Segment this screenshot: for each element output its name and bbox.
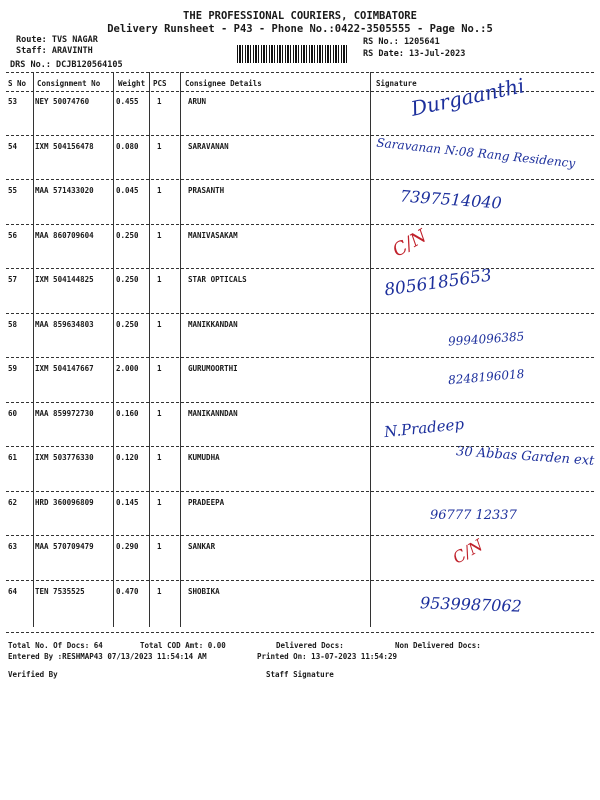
non-delivered-docs: Non Delivered Docs: (395, 641, 481, 650)
row-separator (6, 179, 594, 180)
total-docs: Total No. Of Docs: 64 (8, 641, 103, 650)
row-separator (6, 535, 594, 536)
handwritten-signature: 9539987062 (419, 592, 523, 616)
row-consignment: MAA 859634803 (35, 319, 94, 329)
row-sno: 64 (8, 586, 18, 596)
row-consignee: MANIKKANDAN (188, 319, 238, 329)
total-cod: Total COD Amt: 0.00 (140, 641, 226, 650)
row-separator (6, 268, 594, 269)
col-weight: Weight (118, 79, 146, 88)
row-consignee: STAR OPTICALS (188, 275, 247, 284)
row-consignment: IXM 504156478 (35, 141, 94, 151)
row-sno: 56 (8, 230, 18, 240)
row-consignee: MANIKANNDAN (188, 408, 238, 418)
row-consignee: ARUN (188, 97, 207, 106)
row-consignment: MAA 570709479 (35, 542, 94, 551)
row-weight: 0.470 (116, 586, 139, 596)
col-divider (180, 72, 181, 627)
staff-label: Staff: ARAVINTH (16, 46, 93, 56)
row-consignee: MANIVASAKAM (188, 230, 238, 240)
row-separator (6, 446, 594, 447)
handwritten-signature: 30 Abbas Garden ext (455, 444, 595, 469)
row-consignment: IXM 504147667 (35, 364, 94, 373)
row-weight: 0.250 (116, 319, 139, 329)
row-sno: 62 (8, 497, 18, 507)
row-sno: 59 (8, 364, 18, 373)
row-sno: 53 (8, 97, 18, 106)
row-weight: 0.045 (116, 186, 139, 195)
row-consignment: MAA 860709604 (35, 230, 94, 240)
verified-by: Verified By (8, 670, 58, 679)
row-weight: 0.160 (116, 408, 139, 418)
handwritten-signature: N.Pradeep (383, 414, 465, 441)
row-consignee: KUMUDHA (188, 453, 220, 462)
row-pcs: 1 (157, 364, 162, 373)
row-separator (6, 580, 594, 581)
rs-date: RS Date: 13-Jul-2023 (363, 49, 466, 59)
col-signature: Signature (376, 79, 417, 88)
row-sno: 58 (8, 319, 18, 329)
row-weight: 0.290 (116, 542, 139, 551)
row-consignment: MAA 571433020 (35, 186, 94, 195)
row-consignee: PRASANTH (188, 186, 225, 195)
drs-number: DRS No.: DCJB120564105 (10, 60, 123, 70)
col-divider (113, 72, 114, 627)
row-pcs: 1 (157, 186, 162, 195)
row-consignment: IXM 504144825 (35, 275, 94, 284)
handwritten-signature: 8056185653 (383, 265, 494, 301)
handwritten-signature: 9994096385 (447, 328, 525, 349)
row-separator (6, 313, 594, 314)
handwritten-signature: C/N (389, 225, 431, 261)
row-consignment: IXM 503776330 (35, 453, 94, 462)
col-sno: S No (8, 79, 27, 88)
row-pcs: 1 (157, 275, 162, 284)
row-pcs: 1 (157, 319, 162, 329)
row-consignee: SANKAR (188, 542, 216, 551)
barcode (237, 45, 349, 63)
company-title: THE PROFESSIONAL COURIERS, COIMBATORE (183, 10, 417, 22)
row-pcs: 1 (157, 97, 162, 106)
row-weight: 0.145 (116, 497, 139, 507)
rs-number: RS No.: 1205641 (363, 37, 440, 47)
row-pcs: 1 (157, 497, 162, 507)
row-consignee: SHOBIKA (188, 586, 220, 596)
row-pcs: 1 (157, 586, 162, 596)
row-pcs: 1 (157, 542, 162, 551)
row-weight: 0.080 (116, 141, 139, 151)
handwritten-signature: Saravanan N:08 Rang Residency (375, 135, 576, 170)
table-top-border (6, 72, 594, 73)
col-pcs: PCS (153, 79, 167, 88)
delivered-docs: Delivered Docs: (276, 641, 344, 650)
row-sno: 54 (8, 141, 18, 151)
row-consignment: MAA 859972730 (35, 408, 94, 418)
row-pcs: 1 (157, 141, 162, 151)
handwritten-signature: 8248196018 (447, 366, 525, 388)
row-sno: 55 (8, 186, 18, 195)
col-divider (149, 72, 150, 627)
row-sno: 57 (8, 275, 18, 284)
row-weight: 0.120 (116, 453, 139, 462)
row-consignee: PRADEEPA (188, 497, 225, 507)
row-sno: 61 (8, 453, 18, 462)
row-consignee: GURUMOORTHI (188, 364, 238, 373)
table-bottom-border (6, 632, 594, 633)
staff-signature: Staff Signature (266, 670, 334, 679)
handwritten-signature: 7397514040 (399, 186, 503, 213)
row-separator (6, 357, 594, 358)
row-separator (6, 491, 594, 492)
row-sno: 63 (8, 542, 18, 551)
row-separator (6, 135, 594, 136)
row-weight: 0.455 (116, 97, 139, 106)
row-separator (6, 402, 594, 403)
row-pcs: 1 (157, 230, 162, 240)
row-pcs: 1 (157, 408, 162, 418)
row-weight: 2.000 (116, 364, 139, 373)
col-divider (33, 72, 34, 627)
col-consignee: Consignee Details (185, 79, 262, 88)
row-separator (6, 224, 594, 225)
row-pcs: 1 (157, 453, 162, 462)
col-divider (370, 72, 371, 627)
col-consignment: Consignment No (37, 79, 101, 88)
row-consignment: NEY 50074760 (35, 97, 90, 106)
handwritten-signature: 96777 12337 (430, 507, 517, 523)
route-label: Route: TVS NAGAR (16, 35, 98, 45)
row-weight: 0.250 (116, 275, 139, 284)
row-consignee: SARAVANAN (188, 141, 229, 151)
row-consignment: HRD 360096809 (35, 497, 94, 507)
runsheet-subtitle: Delivery Runsheet - P43 - Phone No.:0422-3505555 - Page No.:5 (107, 23, 493, 35)
printed-on: Printed On: 13-07-2023 11:54:29 (257, 652, 397, 661)
entered-by: Entered By :RESHMAP43 07/13/2023 11:54:14 AM (8, 652, 207, 661)
handwritten-signature: C/N (449, 535, 487, 568)
row-sno: 60 (8, 408, 18, 418)
handwritten-signature: Durgaanthi (408, 73, 527, 121)
row-consignment: TEN 7535525 (35, 586, 85, 596)
row-weight: 0.250 (116, 230, 139, 240)
